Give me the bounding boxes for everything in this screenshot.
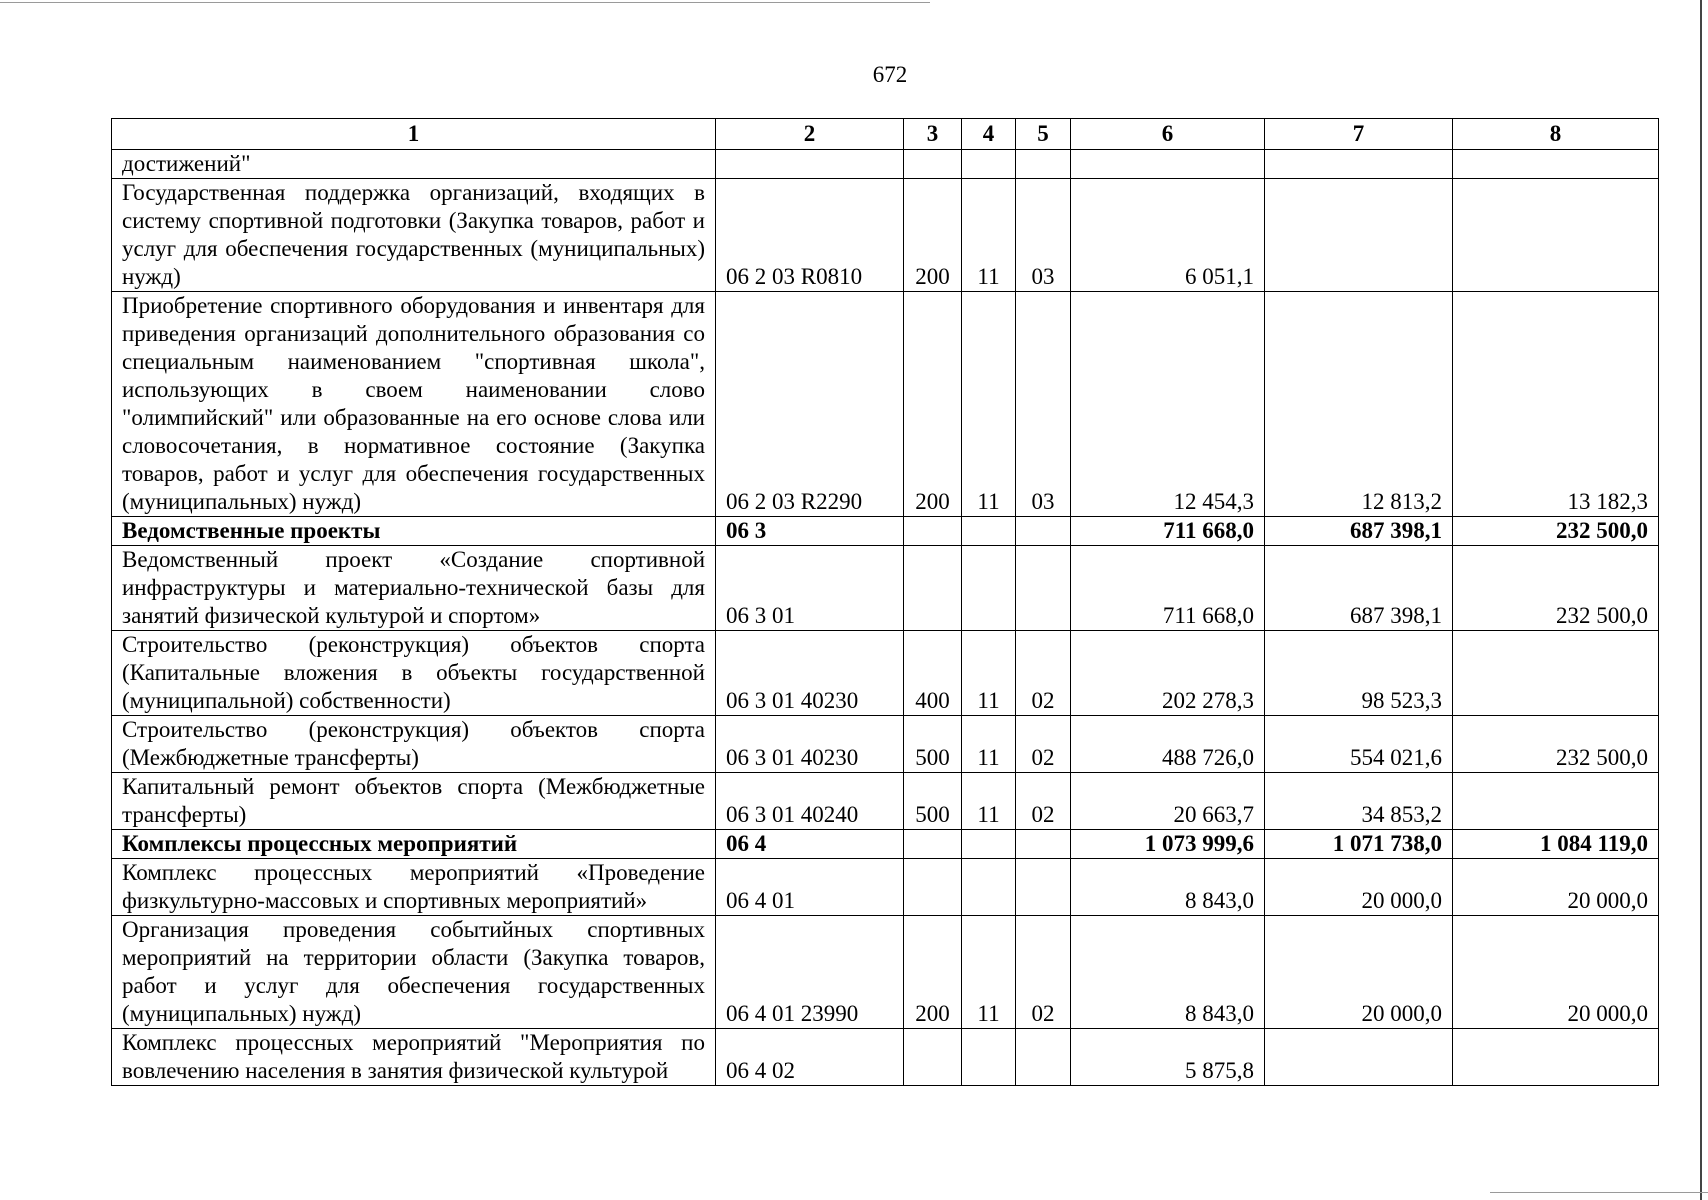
- budget-table: [111, 118, 1659, 1086]
- header-cell-5: 5: [1016, 119, 1071, 150]
- row-col6-value: 12 454,3: [1071, 292, 1265, 517]
- row-col8-value: 20 000,0: [1453, 916, 1659, 1029]
- row-col6-value: 5 875,8: [1071, 1029, 1265, 1086]
- row-name-cell: Государственная поддержка организаций, входящих в систему спортивной подготовки (Закупка товаров, работ и услуг для обеспечения государственных (муниципальных) нужд): [112, 179, 716, 292]
- row-col5-cell: [1016, 830, 1071, 859]
- row-col5-cell: 02: [1016, 916, 1071, 1029]
- row-col4-cell: [962, 517, 1016, 546]
- row-col3-cell: [904, 830, 962, 859]
- row-col6-value: 488 726,0: [1071, 716, 1265, 773]
- row-code-cell: 06 3 01 40240: [716, 773, 904, 830]
- row-col8-value: 13 182,3: [1453, 292, 1659, 517]
- header-cell-7: 7: [1265, 119, 1453, 150]
- row-code-cell: 06 3 01: [716, 546, 904, 631]
- row-col5-cell: 03: [1016, 179, 1071, 292]
- row-code-cell: 06 4 01: [716, 859, 904, 916]
- header-cell-1: 1: [112, 119, 716, 150]
- header-cell-3: 3: [904, 119, 962, 150]
- row-col3-cell: 200: [904, 179, 962, 292]
- row-code-cell: 06 4 02: [716, 1029, 904, 1086]
- row-code-cell: 06 2 03 R2290: [716, 292, 904, 517]
- row-col6-value: 1 073 999,6: [1071, 830, 1265, 859]
- row-col8-value: [1453, 150, 1659, 179]
- table-row: [112, 716, 1659, 773]
- row-col4-cell: 11: [962, 916, 1016, 1029]
- row-col4-cell: 11: [962, 631, 1016, 716]
- row-col3-cell: 500: [904, 773, 962, 830]
- row-col8-value: 20 000,0: [1453, 859, 1659, 916]
- row-col8-value: 232 500,0: [1453, 546, 1659, 631]
- row-col7-value: 554 021,6: [1265, 716, 1453, 773]
- row-col7-value: 687 398,1: [1265, 546, 1453, 631]
- row-col6-value: 6 051,1: [1071, 179, 1265, 292]
- row-col7-value: [1265, 1029, 1453, 1086]
- table-row: [112, 1029, 1659, 1086]
- table-row: [112, 830, 1659, 859]
- row-col4-cell: [962, 546, 1016, 631]
- row-col3-cell: [904, 546, 962, 631]
- row-col5-cell: [1016, 546, 1071, 631]
- row-col8-value: 232 500,0: [1453, 716, 1659, 773]
- row-name-cell: Приобретение спортивного оборудования и инвентаря для приведения организаций дополнительного образования со специальным наименованием "спортивная школа", использующих в своем наименовании слово "олимпийский" или образованные на его основе слова или словосочетания, в нормативное состояние (Закупка товаров, работ и услуг для обеспечения государственных (муниципальных) нужд): [112, 292, 716, 517]
- row-name-cell: Строительство (реконструкция) объектов спорта (Межбюджетные трансферты): [112, 716, 716, 773]
- row-code-cell: 06 3: [716, 517, 904, 546]
- row-col8-value: [1453, 631, 1659, 716]
- row-code-cell: 06 3 01 40230: [716, 716, 904, 773]
- row-col6-value: 8 843,0: [1071, 916, 1265, 1029]
- row-code-cell: 06 4 01 23990: [716, 916, 904, 1029]
- row-name-cell: Комплекс процессных мероприятий «Проведение физкультурно-массовых и спортивных мероприятий»: [112, 859, 716, 916]
- header-cell-2: 2: [716, 119, 904, 150]
- row-col5-cell: [1016, 859, 1071, 916]
- row-col7-value: [1265, 150, 1453, 179]
- table-row: [112, 517, 1659, 546]
- row-col5-cell: [1016, 517, 1071, 546]
- table-body: [112, 119, 1659, 1086]
- row-col6-value: 202 278,3: [1071, 631, 1265, 716]
- row-col8-value: [1453, 179, 1659, 292]
- row-name-cell: Комплекс процессных мероприятий "Мероприятия по вовлечению населения в занятия физической культурой: [112, 1029, 716, 1086]
- row-col4-cell: 11: [962, 179, 1016, 292]
- table-row: [112, 859, 1659, 916]
- row-name-cell: Капитальный ремонт объектов спорта (Межбюджетные трансферты): [112, 773, 716, 830]
- row-col7-value: 687 398,1: [1265, 517, 1453, 546]
- row-col4-cell: [962, 150, 1016, 179]
- row-col7-value: [1265, 179, 1453, 292]
- page-number: 672: [872, 62, 908, 87]
- row-col5-cell: 02: [1016, 716, 1071, 773]
- row-col8-value: [1453, 1029, 1659, 1086]
- row-col4-cell: [962, 859, 1016, 916]
- row-col5-cell: 03: [1016, 292, 1071, 517]
- row-col3-cell: [904, 517, 962, 546]
- row-col4-cell: 11: [962, 716, 1016, 773]
- row-col3-cell: 200: [904, 292, 962, 517]
- header-cell-8: 8: [1453, 119, 1659, 150]
- row-col5-cell: [1016, 1029, 1071, 1086]
- row-col4-cell: [962, 1029, 1016, 1086]
- row-col6-value: 711 668,0: [1071, 517, 1265, 546]
- table-row: [112, 773, 1659, 830]
- row-name-cell: Ведомственный проект «Создание спортивной инфраструктуры и материально-технической базы для занятий физической культурой и спортом»: [112, 546, 716, 631]
- row-col7-value: 12 813,2: [1265, 292, 1453, 517]
- table-row: [112, 150, 1659, 179]
- row-col6-value: 20 663,7: [1071, 773, 1265, 830]
- row-col3-cell: 200: [904, 916, 962, 1029]
- row-col7-value: 1 071 738,0: [1265, 830, 1453, 859]
- row-col3-cell: 500: [904, 716, 962, 773]
- table-row: [112, 179, 1659, 292]
- row-col7-value: 98 523,3: [1265, 631, 1453, 716]
- row-name-cell: достижений": [112, 150, 716, 179]
- row-code-cell: 06 3 01 40230: [716, 631, 904, 716]
- row-name-cell: Комплексы процессных мероприятий: [112, 830, 716, 859]
- row-code-cell: 06 2 03 R0810: [716, 179, 904, 292]
- row-col4-cell: 11: [962, 292, 1016, 517]
- row-name-cell: Строительство (реконструкция) объектов спорта (Капитальные вложения в объекты государственной (муниципальной) собственности): [112, 631, 716, 716]
- row-col3-cell: 400: [904, 631, 962, 716]
- row-col5-cell: [1016, 150, 1071, 179]
- row-col7-value: 20 000,0: [1265, 859, 1453, 916]
- row-col4-cell: 11: [962, 773, 1016, 830]
- table-row: [112, 916, 1659, 1029]
- row-col3-cell: [904, 150, 962, 179]
- row-col5-cell: 02: [1016, 773, 1071, 830]
- header-row: [112, 119, 1659, 150]
- row-col3-cell: [904, 859, 962, 916]
- row-col4-cell: [962, 830, 1016, 859]
- scan-edge-bottom: [1490, 1192, 1708, 1193]
- row-col5-cell: 02: [1016, 631, 1071, 716]
- row-col6-value: 711 668,0: [1071, 546, 1265, 631]
- row-col6-value: [1071, 150, 1265, 179]
- row-name-cell: Ведомственные проекты: [112, 517, 716, 546]
- row-col3-cell: [904, 1029, 962, 1086]
- table-row: [112, 631, 1659, 716]
- table-row: [112, 546, 1659, 631]
- row-col8-value: 232 500,0: [1453, 517, 1659, 546]
- header-cell-6: 6: [1071, 119, 1265, 150]
- table-row: [112, 292, 1659, 517]
- row-col8-value: [1453, 773, 1659, 830]
- row-code-cell: [716, 150, 904, 179]
- row-col8-value: 1 084 119,0: [1453, 830, 1659, 859]
- row-code-cell: 06 4: [716, 830, 904, 859]
- scan-edge-right: [1700, 0, 1702, 1200]
- row-name-cell: Организация проведения событийных спортивных мероприятий на территории области (Закупка товаров, работ и услуг для обеспечения государственных (муниципальных) нужд): [112, 916, 716, 1029]
- row-col6-value: 8 843,0: [1071, 859, 1265, 916]
- header-cell-4: 4: [962, 119, 1016, 150]
- row-col7-value: 34 853,2: [1265, 773, 1453, 830]
- scan-edge-top: [0, 2, 930, 3]
- row-col7-value: 20 000,0: [1265, 916, 1453, 1029]
